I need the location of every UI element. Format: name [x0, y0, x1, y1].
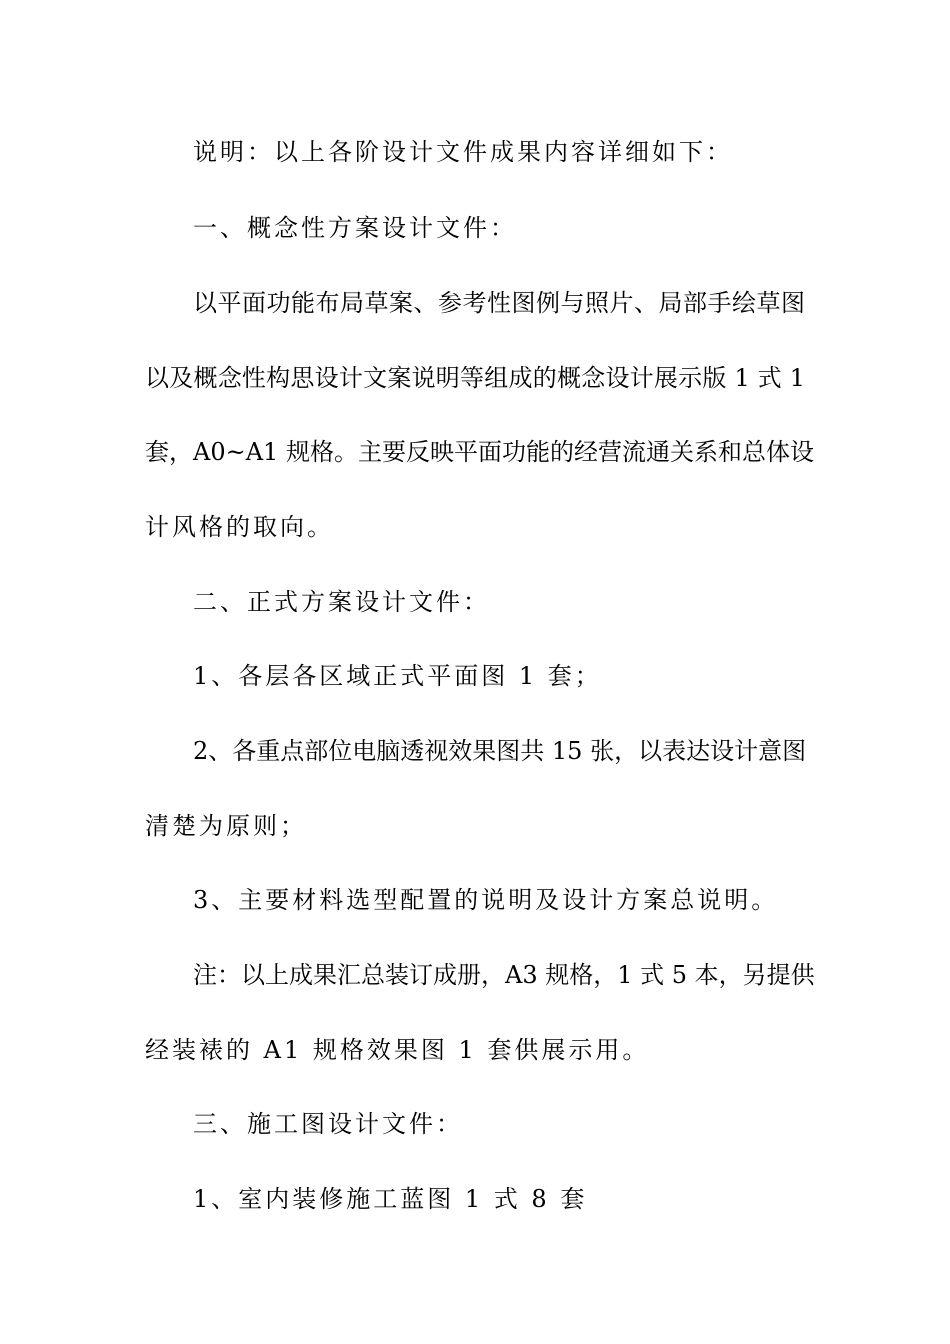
section-heading-1: 一、概念性方案设计文件：	[193, 214, 517, 242]
paragraph-line: 以平面功能布局草案、参考性图例与照片、局部手绘草图	[193, 289, 805, 317]
list-item: 3、主要材料选型配置的说明及设计方案总说明。	[193, 886, 779, 914]
note-continuation: 经装裱的 A1 规格效果图 1 套供展示用。	[145, 1036, 650, 1064]
list-item: 1、室内装修施工蓝图 1 式 8 套	[193, 1185, 588, 1213]
intro-line: 说明：以上各阶设计文件成果内容详细如下：	[193, 138, 733, 166]
section-heading-2: 二、正式方案设计文件：	[193, 588, 490, 616]
list-item: 1、各层各区域正式平面图 1 套；	[193, 662, 602, 690]
list-item-continuation: 清楚为原则；	[145, 812, 307, 840]
paragraph-line: 套，A0~A1 规格。主要反映平面功能的经营流通关系和总体设	[145, 438, 814, 466]
list-item: 2、各重点部位电脑透视效果图共 15 张，以表达设计意图	[193, 737, 807, 765]
paragraph-line: 以及概念性构思设计文案说明等组成的概念设计展示版 1 式 1	[145, 364, 805, 392]
section-heading-3: 三、施工图设计文件：	[193, 1110, 463, 1138]
paragraph-line: 计风格的取向。	[145, 513, 334, 541]
note-line: 注：以上成果汇总装订成册，A3 规格，1 式 5 本，另提供	[193, 961, 815, 989]
